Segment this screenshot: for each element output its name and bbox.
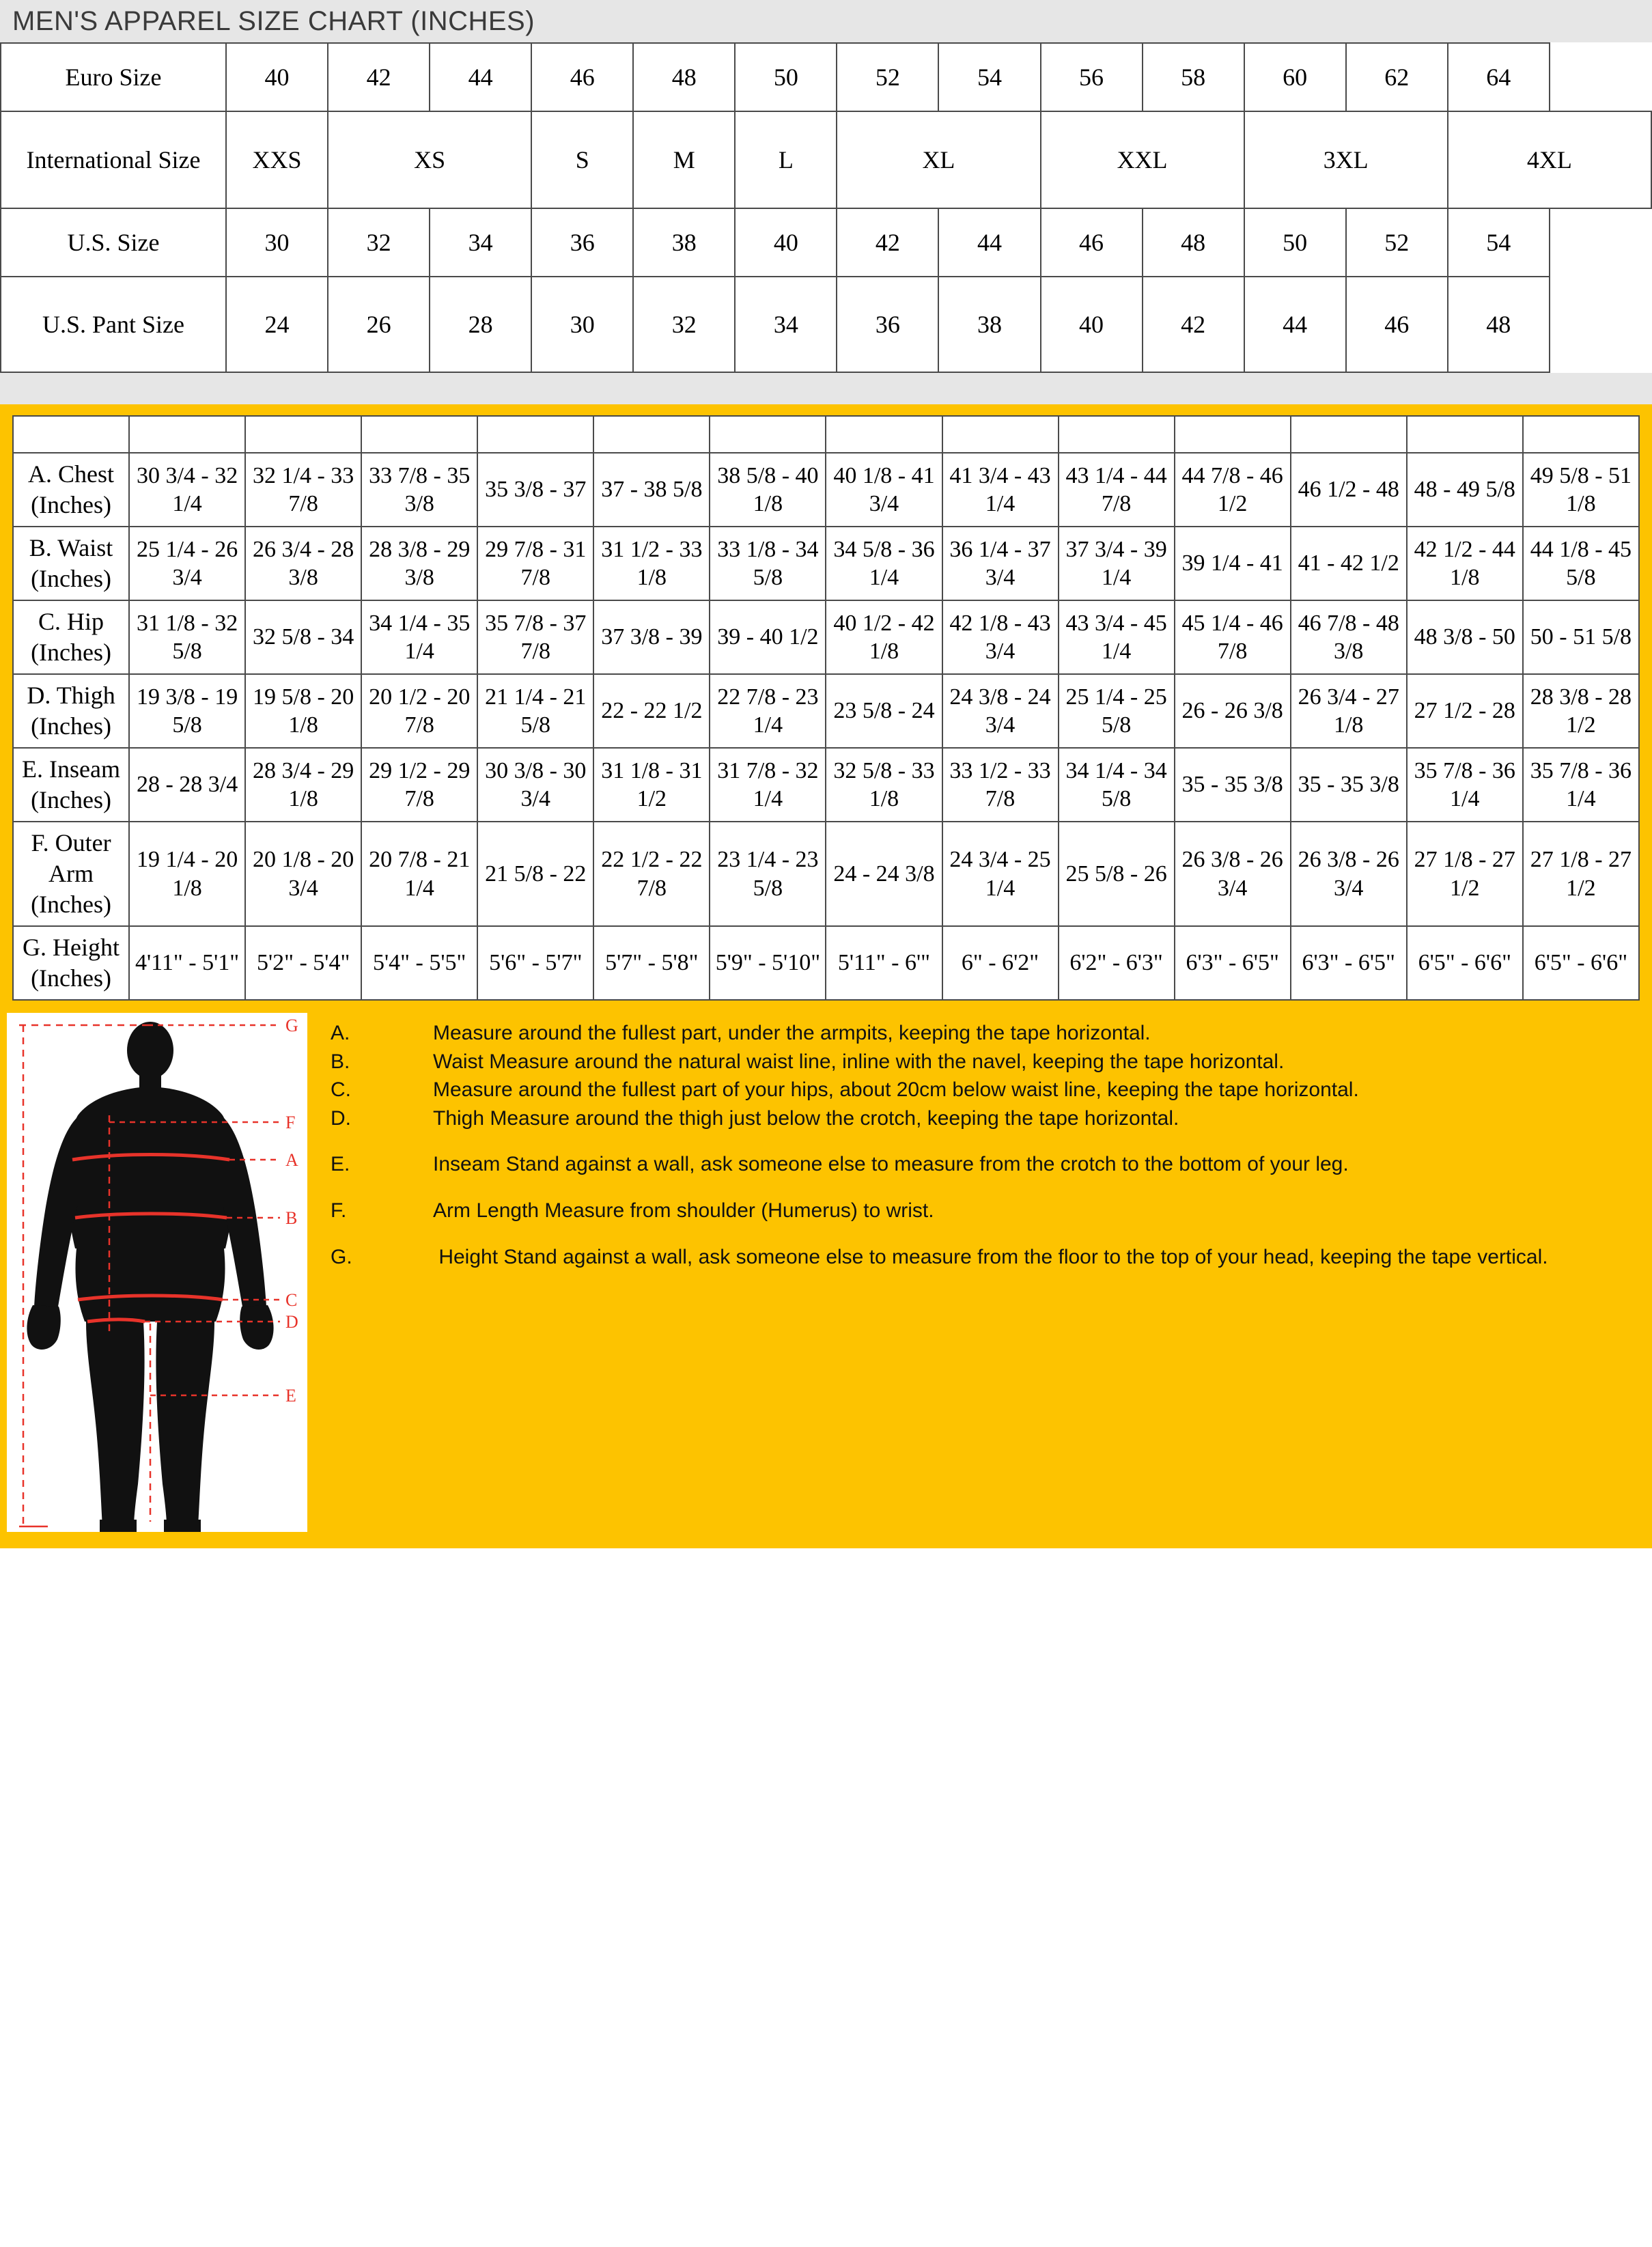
cell [477, 416, 593, 453]
cell: 58 [1143, 43, 1244, 111]
cell: 44 7/8 - 46 1/2 [1175, 453, 1291, 527]
cell: 54 [1448, 208, 1550, 277]
cell: 31 1/8 - 31 1/2 [593, 748, 710, 822]
cell: 43 3/4 - 45 1/4 [1059, 600, 1175, 674]
cell: 44 1/8 - 45 5/8 [1523, 527, 1639, 600]
page-title-bar [0, 0, 1652, 42]
cell: 36 [531, 208, 633, 277]
cell: 31 7/8 - 32 1/4 [710, 748, 826, 822]
cell: 46 1/2 - 48 [1291, 453, 1407, 527]
cell [245, 416, 361, 453]
instruction-f [331, 1197, 1625, 1225]
table-row [13, 453, 1639, 527]
cell: 23 5/8 - 24 [826, 674, 942, 748]
measurement-diagram [7, 1013, 307, 1532]
cell: 39 - 40 1/2 [710, 600, 826, 674]
instruction-letter: E. [331, 1153, 350, 1176]
cell [1175, 416, 1291, 453]
table-row [13, 600, 1639, 674]
cell [942, 416, 1059, 453]
figure-label-d: D [285, 1312, 298, 1332]
cell: 52 [837, 43, 938, 111]
cell [1407, 416, 1523, 453]
spacer [331, 1133, 1625, 1151]
cell: 28 - 28 3/4 [129, 748, 245, 822]
section-divider [0, 373, 1652, 404]
cell: 52 [1346, 208, 1448, 277]
instructions-section [0, 1001, 1652, 1548]
cell: 48 [1143, 208, 1244, 277]
table-row [1, 111, 1651, 208]
cell: 40 1/8 - 41 3/4 [826, 453, 942, 527]
cell: 64 [1448, 43, 1550, 111]
cell [1291, 416, 1407, 453]
cell: 20 1/8 - 20 3/4 [245, 822, 361, 926]
table-row [1, 277, 1651, 372]
cell: 48 3/8 - 50 [1407, 600, 1523, 674]
instruction-text: Inseam Stand against a wall, ask someone else to measure from the crotch to the bottom of your leg. [433, 1153, 1349, 1176]
cell: 29 1/2 - 29 7/8 [361, 748, 477, 822]
cell: 26 - 26 3/8 [1175, 674, 1291, 748]
cell: 26 3/8 - 26 3/4 [1291, 822, 1407, 926]
spacer [331, 1226, 1625, 1244]
cell: 31 1/2 - 33 1/8 [593, 527, 710, 600]
cell: 25 5/8 - 26 [1059, 822, 1175, 926]
cell [361, 416, 477, 453]
cell: 33 7/8 - 35 3/8 [361, 453, 477, 527]
table-row [13, 926, 1639, 1000]
cell: 22 - 22 1/2 [593, 674, 710, 748]
cell: 36 1/4 - 37 3/4 [942, 527, 1059, 600]
instruction-g [331, 1244, 1625, 1271]
cell: 35 7/8 - 37 7/8 [477, 600, 593, 674]
cell: XL [837, 111, 1040, 208]
cell: 22 7/8 - 23 1/4 [710, 674, 826, 748]
measurement-instructions [307, 1013, 1652, 1272]
cell: 54 [938, 43, 1040, 111]
row-label-waist: B. Waist (Inches) [13, 527, 129, 600]
cell: 43 1/4 - 44 7/8 [1059, 453, 1175, 527]
cell: 34 [735, 277, 837, 372]
figure-label-a: A [285, 1150, 298, 1170]
cell: 38 5/8 - 40 1/8 [710, 453, 826, 527]
cell: 19 3/8 - 19 5/8 [129, 674, 245, 748]
cell: 21 1/4 - 21 5/8 [477, 674, 593, 748]
cell: 24 3/8 - 24 3/4 [942, 674, 1059, 748]
cell: XS [328, 111, 531, 208]
instruction-letter: D. [331, 1106, 351, 1130]
cell: 34 1/4 - 34 5/8 [1059, 748, 1175, 822]
page-title: MEN'S APPAREL SIZE CHART (INCHES) [12, 5, 535, 36]
row-label-inseam: E. Inseam (Inches) [13, 748, 129, 822]
cell: 24 [226, 277, 328, 372]
cell: 48 [1448, 277, 1550, 372]
cell: 40 [1041, 277, 1143, 372]
cell: 46 [1346, 277, 1448, 372]
cell: 27 1/2 - 28 [1407, 674, 1523, 748]
cell: 36 [837, 277, 938, 372]
spacer [331, 1180, 1625, 1197]
cell: 37 3/4 - 39 1/4 [1059, 527, 1175, 600]
cell: 42 1/2 - 44 1/8 [1407, 527, 1523, 600]
cell: 5'6" - 5'7" [477, 926, 593, 1000]
row-label-us-pant-size: U.S. Pant Size [1, 277, 226, 372]
cell: 49 5/8 - 51 1/8 [1523, 453, 1639, 527]
cell: 28 3/8 - 29 3/8 [361, 527, 477, 600]
table-row [13, 748, 1639, 822]
cell: 28 3/8 - 28 1/2 [1523, 674, 1639, 748]
cell: 30 [531, 277, 633, 372]
instruction-text: Waist Measure around the natural waist line, inline with the navel, keeping the tape horizontal. [433, 1050, 1285, 1073]
cell: 5'7" - 5'8" [593, 926, 710, 1000]
cell: 4XL [1448, 111, 1651, 208]
table-row [1, 208, 1651, 277]
cell: 22 1/2 - 22 7/8 [593, 822, 710, 926]
cell: 24 3/4 - 25 1/4 [942, 822, 1059, 926]
cell: 30 [226, 208, 328, 277]
measurements-section [0, 404, 1652, 1001]
cell: 26 3/4 - 27 1/8 [1291, 674, 1407, 748]
body-figure-svg [7, 1013, 307, 1532]
cell: 39 1/4 - 41 [1175, 527, 1291, 600]
row-label-hip: C. Hip (Inches) [13, 600, 129, 674]
cell: XXS [226, 111, 328, 208]
cell: 42 [837, 208, 938, 277]
cell [129, 416, 245, 453]
cell: 41 - 42 1/2 [1291, 527, 1407, 600]
cell: 34 [430, 208, 531, 277]
cell: 42 [1143, 277, 1244, 372]
cell: 50 [735, 43, 837, 111]
cell: 33 1/8 - 34 5/8 [710, 527, 826, 600]
cell: 37 3/8 - 39 [593, 600, 710, 674]
cell: 26 [328, 277, 430, 372]
cell: 35 - 35 3/8 [1175, 748, 1291, 822]
instruction-d [331, 1105, 1625, 1132]
cell: 32 [633, 277, 735, 372]
cell: 42 1/8 - 43 3/4 [942, 600, 1059, 674]
cell: 25 1/4 - 25 5/8 [1059, 674, 1175, 748]
cell: 37 - 38 5/8 [593, 453, 710, 527]
cell: 32 5/8 - 34 [245, 600, 361, 674]
cell: 38 [938, 277, 1040, 372]
figure-label-e: E [285, 1386, 296, 1406]
cell: 48 [633, 43, 735, 111]
cell: 44 [1244, 277, 1346, 372]
row-label-thigh: D. Thigh (Inches) [13, 674, 129, 748]
cell [826, 416, 942, 453]
instruction-letter: A. [331, 1022, 350, 1044]
cell: 41 3/4 - 43 1/4 [942, 453, 1059, 527]
instruction-text: Arm Length Measure from shoulder (Humerus) to wrist. [433, 1199, 934, 1222]
cell: 24 - 24 3/8 [826, 822, 942, 926]
measurements-table [12, 415, 1640, 1001]
cell: 6" - 6'2" [942, 926, 1059, 1000]
cell: 28 [430, 277, 531, 372]
cell: S [531, 111, 633, 208]
row-label-outer-arm: F. Outer Arm (Inches) [13, 822, 129, 926]
instruction-a [331, 1020, 1625, 1047]
figure-label-b: B [285, 1208, 298, 1228]
instruction-text: Thigh Measure around the thigh just below the crotch, keeping the tape horizontal. [433, 1106, 1179, 1130]
cell: 35 7/8 - 36 1/4 [1523, 748, 1639, 822]
cell: 40 [226, 43, 328, 111]
cell: 30 3/4 - 32 1/4 [129, 453, 245, 527]
cell [13, 416, 129, 453]
cell: 5'2" - 5'4" [245, 926, 361, 1000]
cell: 26 3/4 - 28 3/8 [245, 527, 361, 600]
row-label-height: G. Height (Inches) [13, 926, 129, 1000]
cell: 30 3/8 - 30 3/4 [477, 748, 593, 822]
instruction-letter: G. [331, 1245, 352, 1268]
cell: 29 7/8 - 31 7/8 [477, 527, 593, 600]
table-spacer-row [13, 416, 1639, 453]
cell: 27 1/8 - 27 1/2 [1523, 822, 1639, 926]
cell: 40 1/2 - 42 1/8 [826, 600, 942, 674]
cell: 40 [735, 208, 837, 277]
instruction-letter: F. [331, 1199, 347, 1222]
cell: 48 - 49 5/8 [1407, 453, 1523, 527]
cell: 28 3/4 - 29 1/8 [245, 748, 361, 822]
row-label-us-size: U.S. Size [1, 208, 226, 277]
row-label-euro-size: Euro Size [1, 43, 226, 111]
cell: 6'5" - 6'6" [1407, 926, 1523, 1000]
instruction-b [331, 1048, 1625, 1076]
cell: 46 [531, 43, 633, 111]
cell: 19 5/8 - 20 1/8 [245, 674, 361, 748]
cell: XXL [1041, 111, 1244, 208]
instruction-c [331, 1076, 1625, 1104]
cell: L [735, 111, 837, 208]
cell: 32 5/8 - 33 1/8 [826, 748, 942, 822]
cell: 5'11" - 6'" [826, 926, 942, 1000]
cell: 5'4" - 5'5" [361, 926, 477, 1000]
cell: 27 1/8 - 27 1/2 [1407, 822, 1523, 926]
cell: 26 3/8 - 26 3/4 [1175, 822, 1291, 926]
cell: 35 - 35 3/8 [1291, 748, 1407, 822]
cell: 46 [1041, 208, 1143, 277]
cell: 3XL [1244, 111, 1448, 208]
cell: 5'9" - 5'10" [710, 926, 826, 1000]
table-row [1, 43, 1651, 111]
cell: 62 [1346, 43, 1448, 111]
cell [1059, 416, 1175, 453]
instruction-letter: B. [331, 1050, 350, 1073]
cell: 33 1/2 - 33 7/8 [942, 748, 1059, 822]
cell: 44 [938, 208, 1040, 277]
cell: 31 1/8 - 32 5/8 [129, 600, 245, 674]
cell: 20 7/8 - 21 1/4 [361, 822, 477, 926]
table-row [13, 527, 1639, 600]
cell: 60 [1244, 43, 1346, 111]
cell: 21 5/8 - 22 [477, 822, 593, 926]
cell: 32 1/4 - 33 7/8 [245, 453, 361, 527]
table-row [13, 822, 1639, 926]
cell: 4'11" - 5'1" [129, 926, 245, 1000]
cell: 42 [328, 43, 430, 111]
cell: 6'5" - 6'6" [1523, 926, 1639, 1000]
cell: 34 5/8 - 36 1/4 [826, 527, 942, 600]
cell: 45 1/4 - 46 7/8 [1175, 600, 1291, 674]
cell: 25 1/4 - 26 3/4 [129, 527, 245, 600]
cell: 6'2" - 6'3" [1059, 926, 1175, 1000]
row-label-international-size: International Size [1, 111, 226, 208]
cell: 20 1/2 - 20 7/8 [361, 674, 477, 748]
cell: 44 [430, 43, 531, 111]
size-conversion-table [0, 42, 1652, 373]
cell: 35 7/8 - 36 1/4 [1407, 748, 1523, 822]
cell: 50 [1244, 208, 1346, 277]
cell: M [633, 111, 735, 208]
cell: 19 1/4 - 20 1/8 [129, 822, 245, 926]
cell [593, 416, 710, 453]
row-label-chest: A. Chest (Inches) [13, 453, 129, 527]
table-row [13, 674, 1639, 748]
cell: 56 [1041, 43, 1143, 111]
figure-label-g: G [285, 1016, 298, 1035]
cell: 46 7/8 - 48 3/8 [1291, 600, 1407, 674]
figure-label-c: C [285, 1290, 298, 1310]
cell: 50 - 51 5/8 [1523, 600, 1639, 674]
cell [710, 416, 826, 453]
instruction-letter: C. [331, 1078, 351, 1102]
cell: 35 3/8 - 37 [477, 453, 593, 527]
instruction-text: Height Stand against a wall, ask someone else to measure from the floor to the top of your head, keeping the tape vertical. [433, 1245, 1548, 1268]
cell: 32 [328, 208, 430, 277]
cell: 23 1/4 - 23 5/8 [710, 822, 826, 926]
cell: 34 1/4 - 35 1/4 [361, 600, 477, 674]
cell: 6'3" - 6'5" [1175, 926, 1291, 1000]
instruction-e [331, 1151, 1625, 1178]
cell [1523, 416, 1639, 453]
cell: 38 [633, 208, 735, 277]
instruction-text: Measure around the fullest part of your hips, about 20cm below waist line, keeping the tape horizontal. [433, 1078, 1359, 1102]
figure-label-f: F [285, 1113, 296, 1132]
instruction-text: Measure around the fullest part, under the armpits, keeping the tape horizontal. [433, 1022, 1151, 1044]
cell: 6'3" - 6'5" [1291, 926, 1407, 1000]
